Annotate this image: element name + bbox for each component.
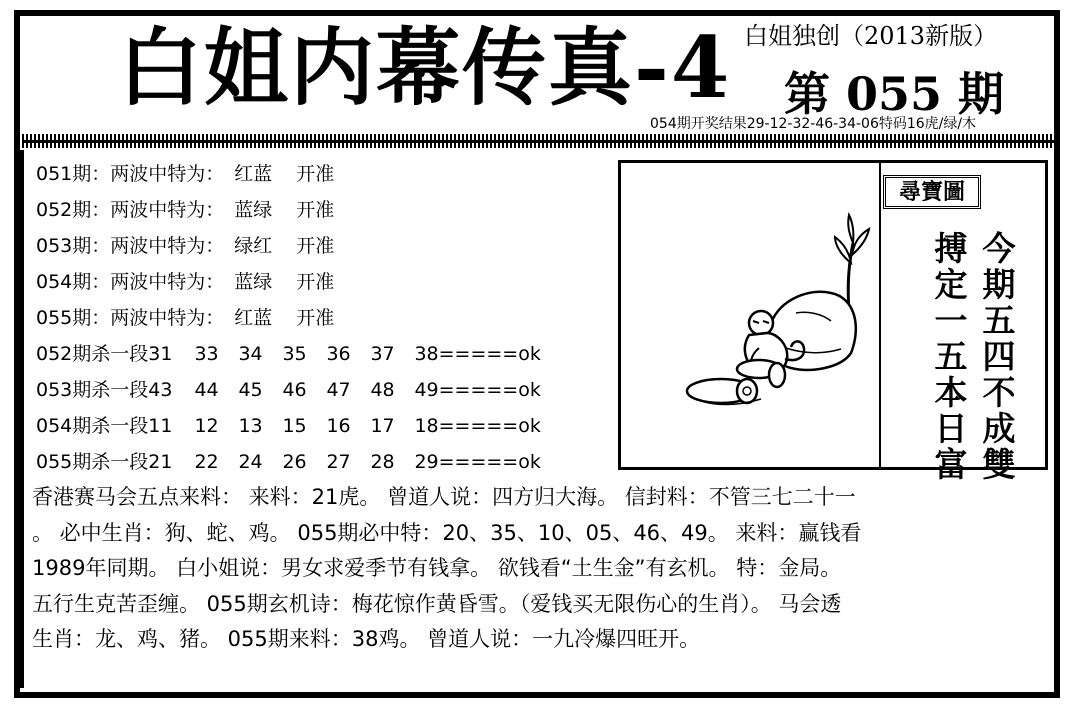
paragraph-line: 。 必中生肖：狗、蛇、鸡。 055期必中特：20、35、10、05、46、49。 来料：赢钱看 (32, 520, 862, 545)
issue-number: 第 055 期 (784, 67, 1005, 121)
monkey-illustration (621, 163, 879, 467)
paragraph-line: 五行生克苦歪缠。 055期玄机诗：梅花惊作黄昏雪。（爱钱买无限伤心的生肖）。 马会透 (32, 591, 842, 616)
left-rule (20, 150, 24, 688)
tips-paragraph (32, 480, 1052, 658)
wave-row: 051期：两波中特为： 红蓝 开准 (36, 163, 335, 185)
prediction-list (36, 156, 616, 480)
last-result: 054期开奖结果29-12-32-46-34-06特码16虎/绿/木 (650, 116, 977, 132)
kill-row: 055期杀一段21 22 24 26 27 28 29=====ok (36, 451, 541, 473)
wave-row: 055期：两波中特为： 红蓝 开准 (36, 307, 335, 329)
page-title: 白姐内幕传真-4 (118, 18, 732, 117)
treasure-map-title: 尋寶圖 (883, 175, 981, 209)
header-divider (22, 134, 1056, 148)
verse-column-1: 今 期 五 四 不 成 雙 (982, 229, 1016, 484)
kill-row: 053期杀一段43 44 45 46 47 48 49=====ok (36, 379, 541, 401)
paragraph-line: 1989年同期。 白小姐说：男女求爱季节有钱拿。 欲钱看“土生金”有玄机。 特：金局。 (32, 556, 842, 581)
wave-row: 053期：两波中特为： 绿红 开准 (36, 235, 335, 257)
paragraph-line: 生肖：龙、鸡、猪。 055期来料：38鸡。 曾道人说：一九冷爆四旺开。 (32, 627, 701, 652)
brand-label: 白姐独创（2013新版） (744, 22, 998, 50)
paragraph-line: 香港赛马会五点来料： 来料：21虎。 曾道人说：四方归大海。 信封料：不管三七二十一 (32, 485, 856, 509)
box-divider (879, 163, 881, 467)
kill-row: 054期杀一段11 12 13 15 16 17 18=====ok (36, 415, 541, 437)
wave-row: 052期：两波中特为： 蓝绿 开准 (36, 199, 335, 221)
verse-column-2: 搏 定 一 五 本 日 富 (934, 229, 968, 484)
kill-row: 052期杀一段31 33 34 35 36 37 38=====ok (36, 343, 541, 365)
wave-row: 054期：两波中特为： 蓝绿 开准 (36, 271, 335, 293)
treasure-map-box (618, 160, 1048, 484)
